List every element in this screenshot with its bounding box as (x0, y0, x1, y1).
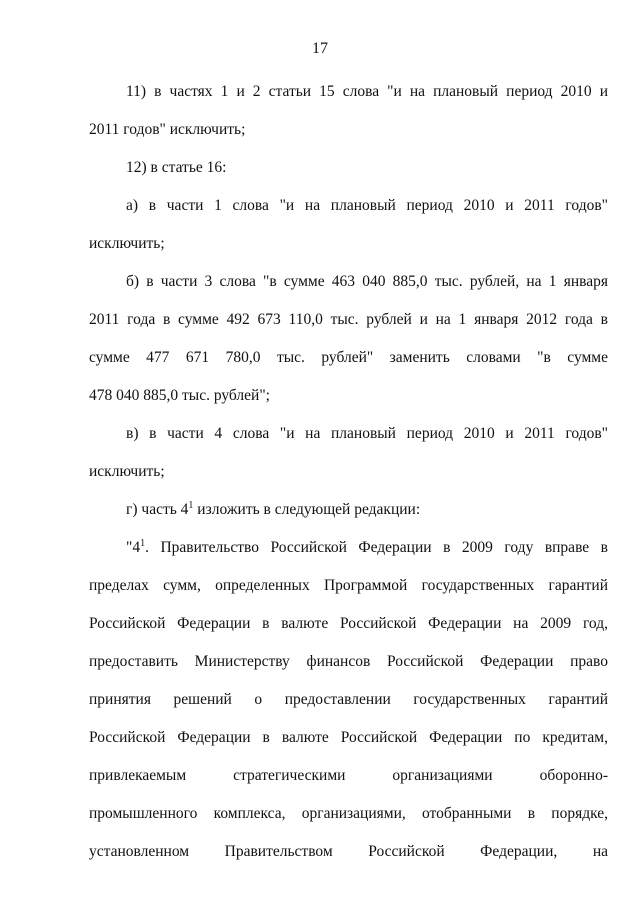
text-line-4: а) в части 1 слова "и на плановый период 2010 и 2011 годов" (126, 197, 608, 214)
text-line-7: 2011 года в сумме 492 673 110,0 тыс. рублей и на 1 января 2012 года в (89, 311, 608, 328)
text-line-10: в) в части 4 слова "и на плановый период 2010 и 2011 годов" (126, 425, 608, 442)
text-line-13 (126, 538, 608, 558)
text-line-1: 11) в частях 1 и 2 статьи 15 слова "и на плановый период 2010 и (126, 83, 608, 100)
text-line-12 (126, 500, 420, 520)
superscript: 1 (188, 500, 194, 511)
text-line-13-end: . Правительство Российской Федерации в 2009 году вправе в (145, 539, 608, 556)
text-line-2: 2011 годов" исключить; (89, 121, 246, 138)
text-line-5: исключить; (89, 235, 165, 252)
page-number: 17 (312, 40, 328, 57)
text-line-12-end: изложить в следующей редакции: (193, 501, 421, 518)
text-line-3: 12) в статье 16: (126, 159, 227, 176)
text-line-14: пределах сумм, определенных Программой государственных гарантий (89, 577, 608, 594)
text-line-17: принятия решений о предоставлении государственных гарантий (89, 691, 608, 708)
text-line-11: исключить; (89, 463, 165, 480)
text-line-19: привлекаемым стратегическими организациями оборонно- (89, 767, 608, 784)
text-line-21: установленном Правительством Российской Федерации, на (89, 843, 608, 860)
superscript: 1 (140, 538, 146, 549)
text-line-13-start: "4 (126, 539, 141, 556)
text-line-15: Российской Федерации в валюте Российской Федерации на 2009 год, (89, 615, 608, 632)
text-line-6: б) в части 3 слова "в сумме 463 040 885,0 тыс. рублей, на 1 января (126, 273, 608, 290)
text-line-18: Российской Федерации в валюте Российской Федерации по кредитам, (89, 729, 608, 746)
text-line-9: 478 040 885,0 тыс. рублей"; (89, 387, 270, 404)
text-line-20: промышленного комплекса, организациями, отобранными в порядке, (89, 805, 608, 822)
text-line-8: сумме 477 671 780,0 тыс. рублей" заменить словами "в сумме (89, 349, 608, 366)
text-line-16: предоставить Министерству финансов Российской Федерации право (89, 653, 608, 670)
text-line-12-start: г) часть 4 (126, 501, 189, 518)
